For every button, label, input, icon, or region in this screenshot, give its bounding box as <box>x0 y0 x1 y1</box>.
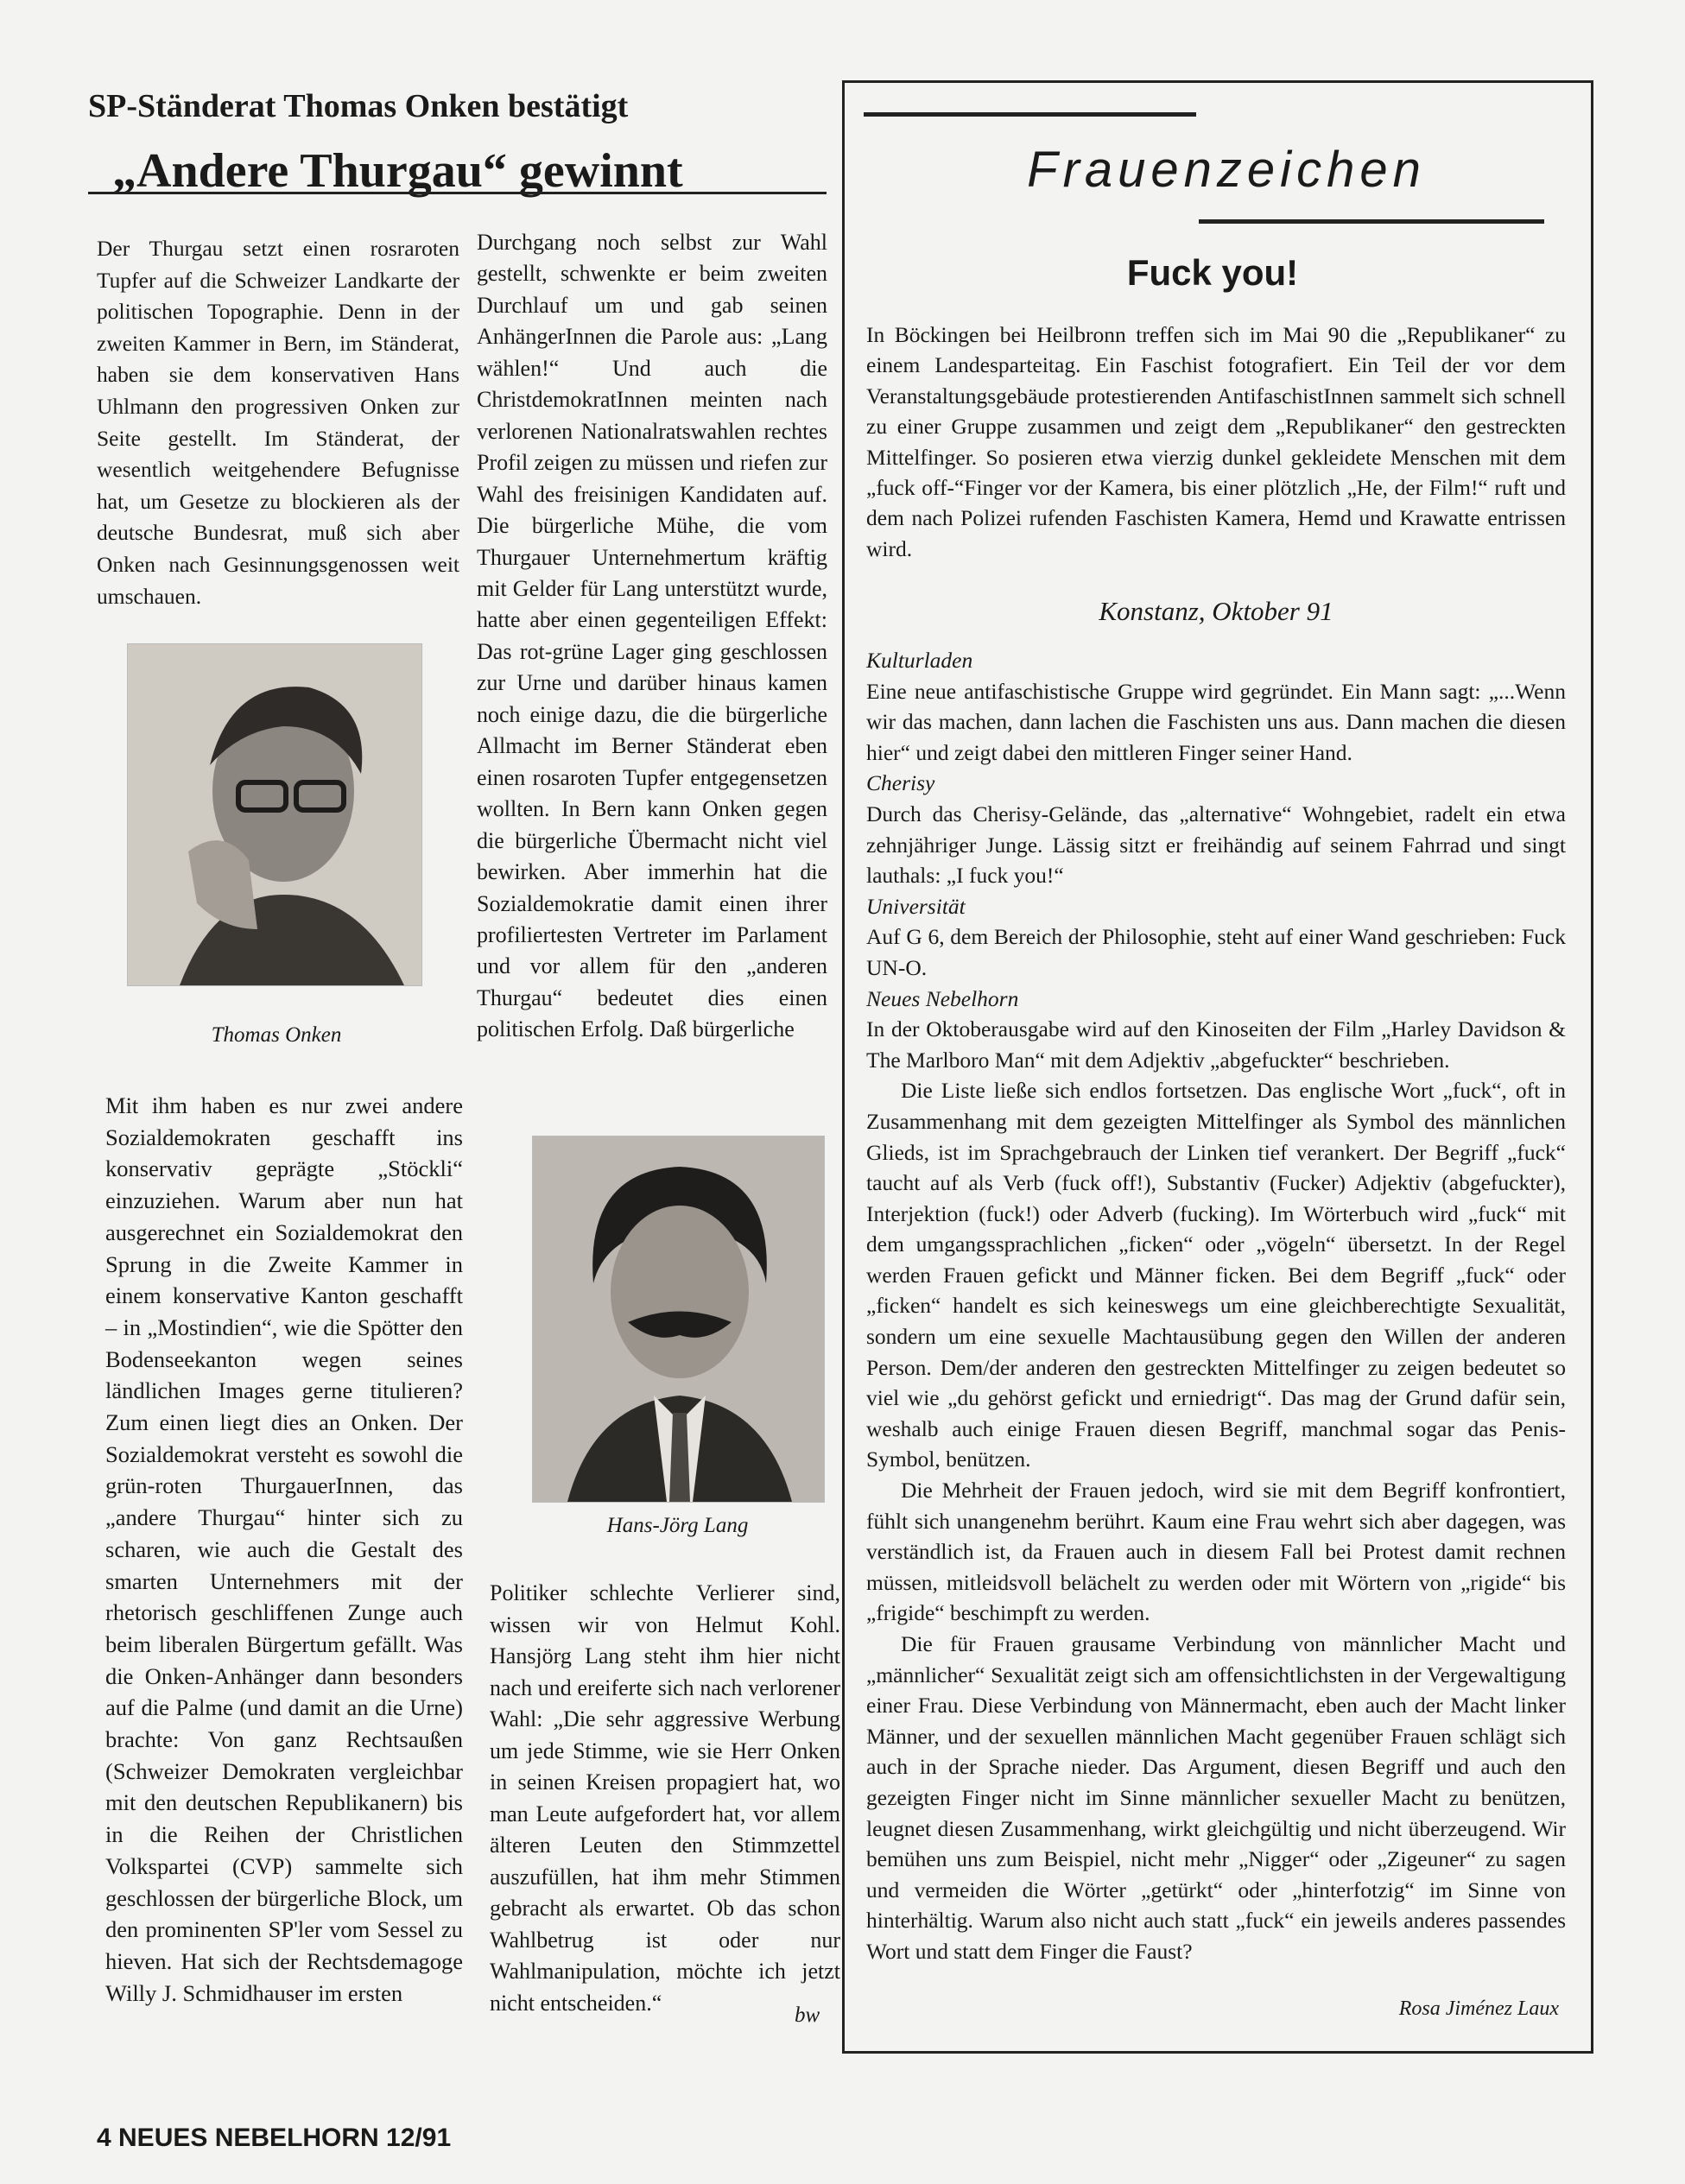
article-column-1-bottom <box>105 1090 463 2009</box>
hans-joerg-lang-photo <box>532 1136 825 1503</box>
section-text: Eine neue antifaschistische Gruppe wird gegründet. Ein Mann sagt: „...Wenn wir das machen, dann lachen die Faschisten uns aus. Dann machen die diesen hier“ und zeigt dabei den mittleren Finger seiner Hand. <box>866 678 1566 765</box>
photo-caption-lang: Hans-Jörg Lang <box>606 1514 749 1537</box>
section-title: Kulturladen <box>866 648 973 673</box>
section-text: In der Oktoberausgabe wird auf den Kinoseiten der Film „Harley Davidson & The Marlboro Man“ mit dem Adjektiv „abgefuckter“ beschrieben. <box>866 1016 1566 1073</box>
box-sections <box>866 645 1566 1967</box>
article-paragraph: Politiker schlechte Verlierer sind, wissen wir von Helmut Kohl. Hansjörg Lang steht ihm hier nicht nach und ereiferte sich nach verlorener Wahl: „Die sehr aggressive Werbung um jede Stimme, wie sie Herr Onken in seinen Kreisen propagiert hat, wo man Leute aufgefordert hat, vor allem älteren Leuten den Stimmzettel auszufüllen, hat ihm mehr Stimmen gebracht als erwartet. Ob das schon Wahlbetrug ist oder nur Wahlmanipulation, möchte ich jetzt nicht entscheiden.“ <box>490 1580 840 2016</box>
box-author: Rosa Jiménez Laux <box>1398 1997 1559 2020</box>
section-text: Auf G 6, dem Bereich der Philosophie, steht auf einer Wand geschrieben: Fuck UN-O. <box>866 924 1566 980</box>
article-headline: „Andere Thurgau“ gewinnt <box>112 144 683 198</box>
body-paragraph: Die Liste ließe sich endlos fortsetzen. Das englische Wort „fuck“, oft in Zusammenhang mit dem gezeigten Mittelfinger als Symbol des männlichen Glieds, ist im Sprachgebrauch der Linken tief verankert. Der Begriff „fuck“ taucht auf als Verb (fuck off!), Substantiv (Fucker) Adjektiv (abgefuckter), Interjektion (fuck!) oder Adverb (fucking). Im Wörterbuch wird „fuck“ mit dem umgangssprachlichen „ficken“ oder „vögeln“ übersetzt. In der Regel werden Frauen gefickt und Männer ficken. Bei dem Begriff „fuck“ oder „ficken“ handelt es sich keineswegs um eine gleichberechtigte Sexualität, sondern um eine sexuelle Machtausübung gegen den Willen der anderen Person. Dem/der anderen den gestreckten Mittelfinger zu zeigen bedeutet so viel wie „du gehörst gefickt und erniedrigt“. Das mag der Grund dafür sein, weshalb auch einige Frauen diesen Begriff, manchmal sogar das Penis-Symbol, benützen. <box>866 1078 1566 1472</box>
box-rule-bottom <box>1199 219 1544 224</box>
box-rule-top <box>864 112 1196 117</box>
page-footer: 4 NEUES NEBELHORN 12/91 <box>97 2124 452 2152</box>
box-intro <box>866 320 1566 564</box>
article-paragraph: Mit ihm haben es nur zwei andere Sozialdemokraten geschafft ins konservativ geprägte „Stöckli“ einzuziehen. Warum aber nun hat ausgerechnet ein Sozialdemokrat den Sprung in die Zweite Kammer in einem konservative Kanton geschafft – in „Mostindien“, wie die Spötter den Bodenseekanton wegen seines ländlichen Images gerne titulieren? Zum einen liegt dies an Onken. Der Sozialdemokrat versteht es sowohl die grün-roten ThurgauerInnen, das „andere Thurgau“ hinter sich zu scharen, wie auch die Gestalt des smarten Unternehmers mit der rhetorisch geschliffenen Zunge auch beim liberalen Bürgertum gefällt. Was die Onken-Anhänger dann besonders auf die Palme (und damit an die Urne) brachte: Von ganz Rechtsaußen (Schweizer Demokraten vergleichbar mit den deutschen Republikanern) bis in die Reihen der Christlichen Volkspartei (CVP) sammelte sich geschlossen der bürgerliche Block, um den prominenten SP'ler vom Sessel zu hieven. Hat sich der Rechtsdemagoge Willy J. Schmidhauser im ersten <box>105 1092 463 2006</box>
section-title: Universität <box>866 893 966 919</box>
box-headline: Fuck you! <box>1126 252 1299 293</box>
article-paragraph: Durchgang noch selbst zur Wahl gestellt, schwenkte er beim zweiten Durchlauf um und gab seinen AnhängerInnen die Parole aus: „Lang wählen!“ Und auch die ChristdemokratInnen meinten nach verlorenen Nationalratswahlen rechtes Profil zeigen zu müssen und riefen zur Wahl des freisinigen Kandidaten auf. Die bürgerliche Mühe, die vom Thurgauer Unternehmertum kräftig mit Gelder für Lang unterstützt wurde, hatte aber einen gegenteiligen Effekt: Das rot-grüne Lager ging geschlossen zur Urne und darüber hinaus kamen noch einige dazu, die die bürgerliche Allmacht im Berner Ständerat eben einen rosaroten Tupfer entgegensetzen wollten. In Bern kann Onken gegen die bürgerliche Übermacht nicht viel bewirken. Aber immerhin hat die Sozialdemokratie damit einen ihrer profiliertesten Vertreter im Parlament und vor allem für den „anderen Thurgau“ bedeutet dies einen politischen Erfolg. Daß bürgerliche <box>477 230 827 1042</box>
article-column-2-bottom <box>490 1578 840 2019</box>
column-title: Frauenzeichen <box>1027 142 1426 198</box>
dateline: Konstanz, Oktober 91 <box>1099 596 1333 626</box>
article-column-2-top <box>477 227 827 1046</box>
thomas-onken-photo <box>127 643 422 986</box>
intro-paragraph: In Böckingen bei Heilbronn treffen sich im Mai 90 die „Republikaner“ zu einem Landesparteitag. Ein Faschist fotografiert. Ein Teil der vor dem Veranstaltungsgebäude protestierenden AntifaschistInnen sammelt sich schnell zu einer Gruppe zusammen und zeigt dem „Republikaner“ den gestreckten Mittelfinger. So posieren etwa vierzig dunkel gekleidete Menschen mit dem „fuck off-“Finger vor der Kamera, bis einer plötzlich „He, der Film!“ ruft und dem nach Polizei rufenden Faschisten Kamera, Hemd und Krawatte entrissen wird. <box>866 322 1566 561</box>
article-column-1-top <box>97 233 459 612</box>
article-paragraph: Der Thurgau setzt einen rosraroten Tupfer auf die Schweizer Landkarte der politischen Topographie. Denn in der zweiten Kammer in Bern, im Ständerat, haben sie dem konservativen Hans Uhlmann den progressiven Onken zur Seite gestellt. Im Ständerat, der wesentlich weitgehendere Befugnisse hat, um Gesetze zu blockieren als der deutsche Bundesrat, muß sich aber Onken nach Gesinnungsgenossen weit umschauen. <box>97 236 459 609</box>
section-title: Cherisy <box>866 770 935 796</box>
photo-caption-onken: Thomas Onken <box>211 1023 342 1047</box>
article-signature: bw <box>795 2004 820 2027</box>
body-paragraph: Die Mehrheit der Frauen jedoch, wird sie mit dem Begriff konfrontiert, fühlt sich unangenehm berührt. Kaum eine Frau wehrt sich aber dagegen, was verständlich ist, da Frauen auch in diesem Fall bei Protest damit rechnen müssen, mitleidsvoll belächelt zu werden oder mit Wörtern von „rigide“ bis „frigide“ beschimpft zu werden. <box>866 1478 1566 1626</box>
headline-rule <box>88 192 827 194</box>
article-kicker: SP-Ständerat Thomas Onken bestätigt <box>88 88 629 124</box>
body-paragraph: Die für Frauen grausame Verbindung von männlicher Macht und „männlicher“ Sexualität zeigt sich am offensichtlichsten in der Vergewaltigung einer Frau. Diese Verbindung von Männermacht, eben auch der Macht linker Männer, und der sexuellen männlichen Macht gegenüber Frauen schlägt sich auch in der Sprache nieder. Das Argument, diesen Begriff und auch den gezeigten Finger nicht im Sinne männlicher sexueller Macht zu benützen, leugnet diesen Zusammenhang, wirkt gleichgültig und nicht überzeugend. Wir bemühen uns zum Beispiel, nicht mehr „Nigger“ oder „Zigeuner“ zu sagen und vermeiden die Wörter „getürkt“ oder „hinterfotzig“ im Sinne von hinterhältig. Warum also nicht auch statt „fuck“ ein jeweils anderes passendes Wort und statt dem Finger die Faust? <box>866 1631 1566 1964</box>
section-title: Neues Nebelhorn <box>866 985 1019 1011</box>
section-text: Durch das Cherisy-Gelände, das „alternative“ Wohngebiet, radelt ein etwa zehnjähriger Junge. Lässig sitzt er freihändig auf seinem Fahrrad und singt lauthals: „I fuck you!“ <box>866 801 1566 889</box>
